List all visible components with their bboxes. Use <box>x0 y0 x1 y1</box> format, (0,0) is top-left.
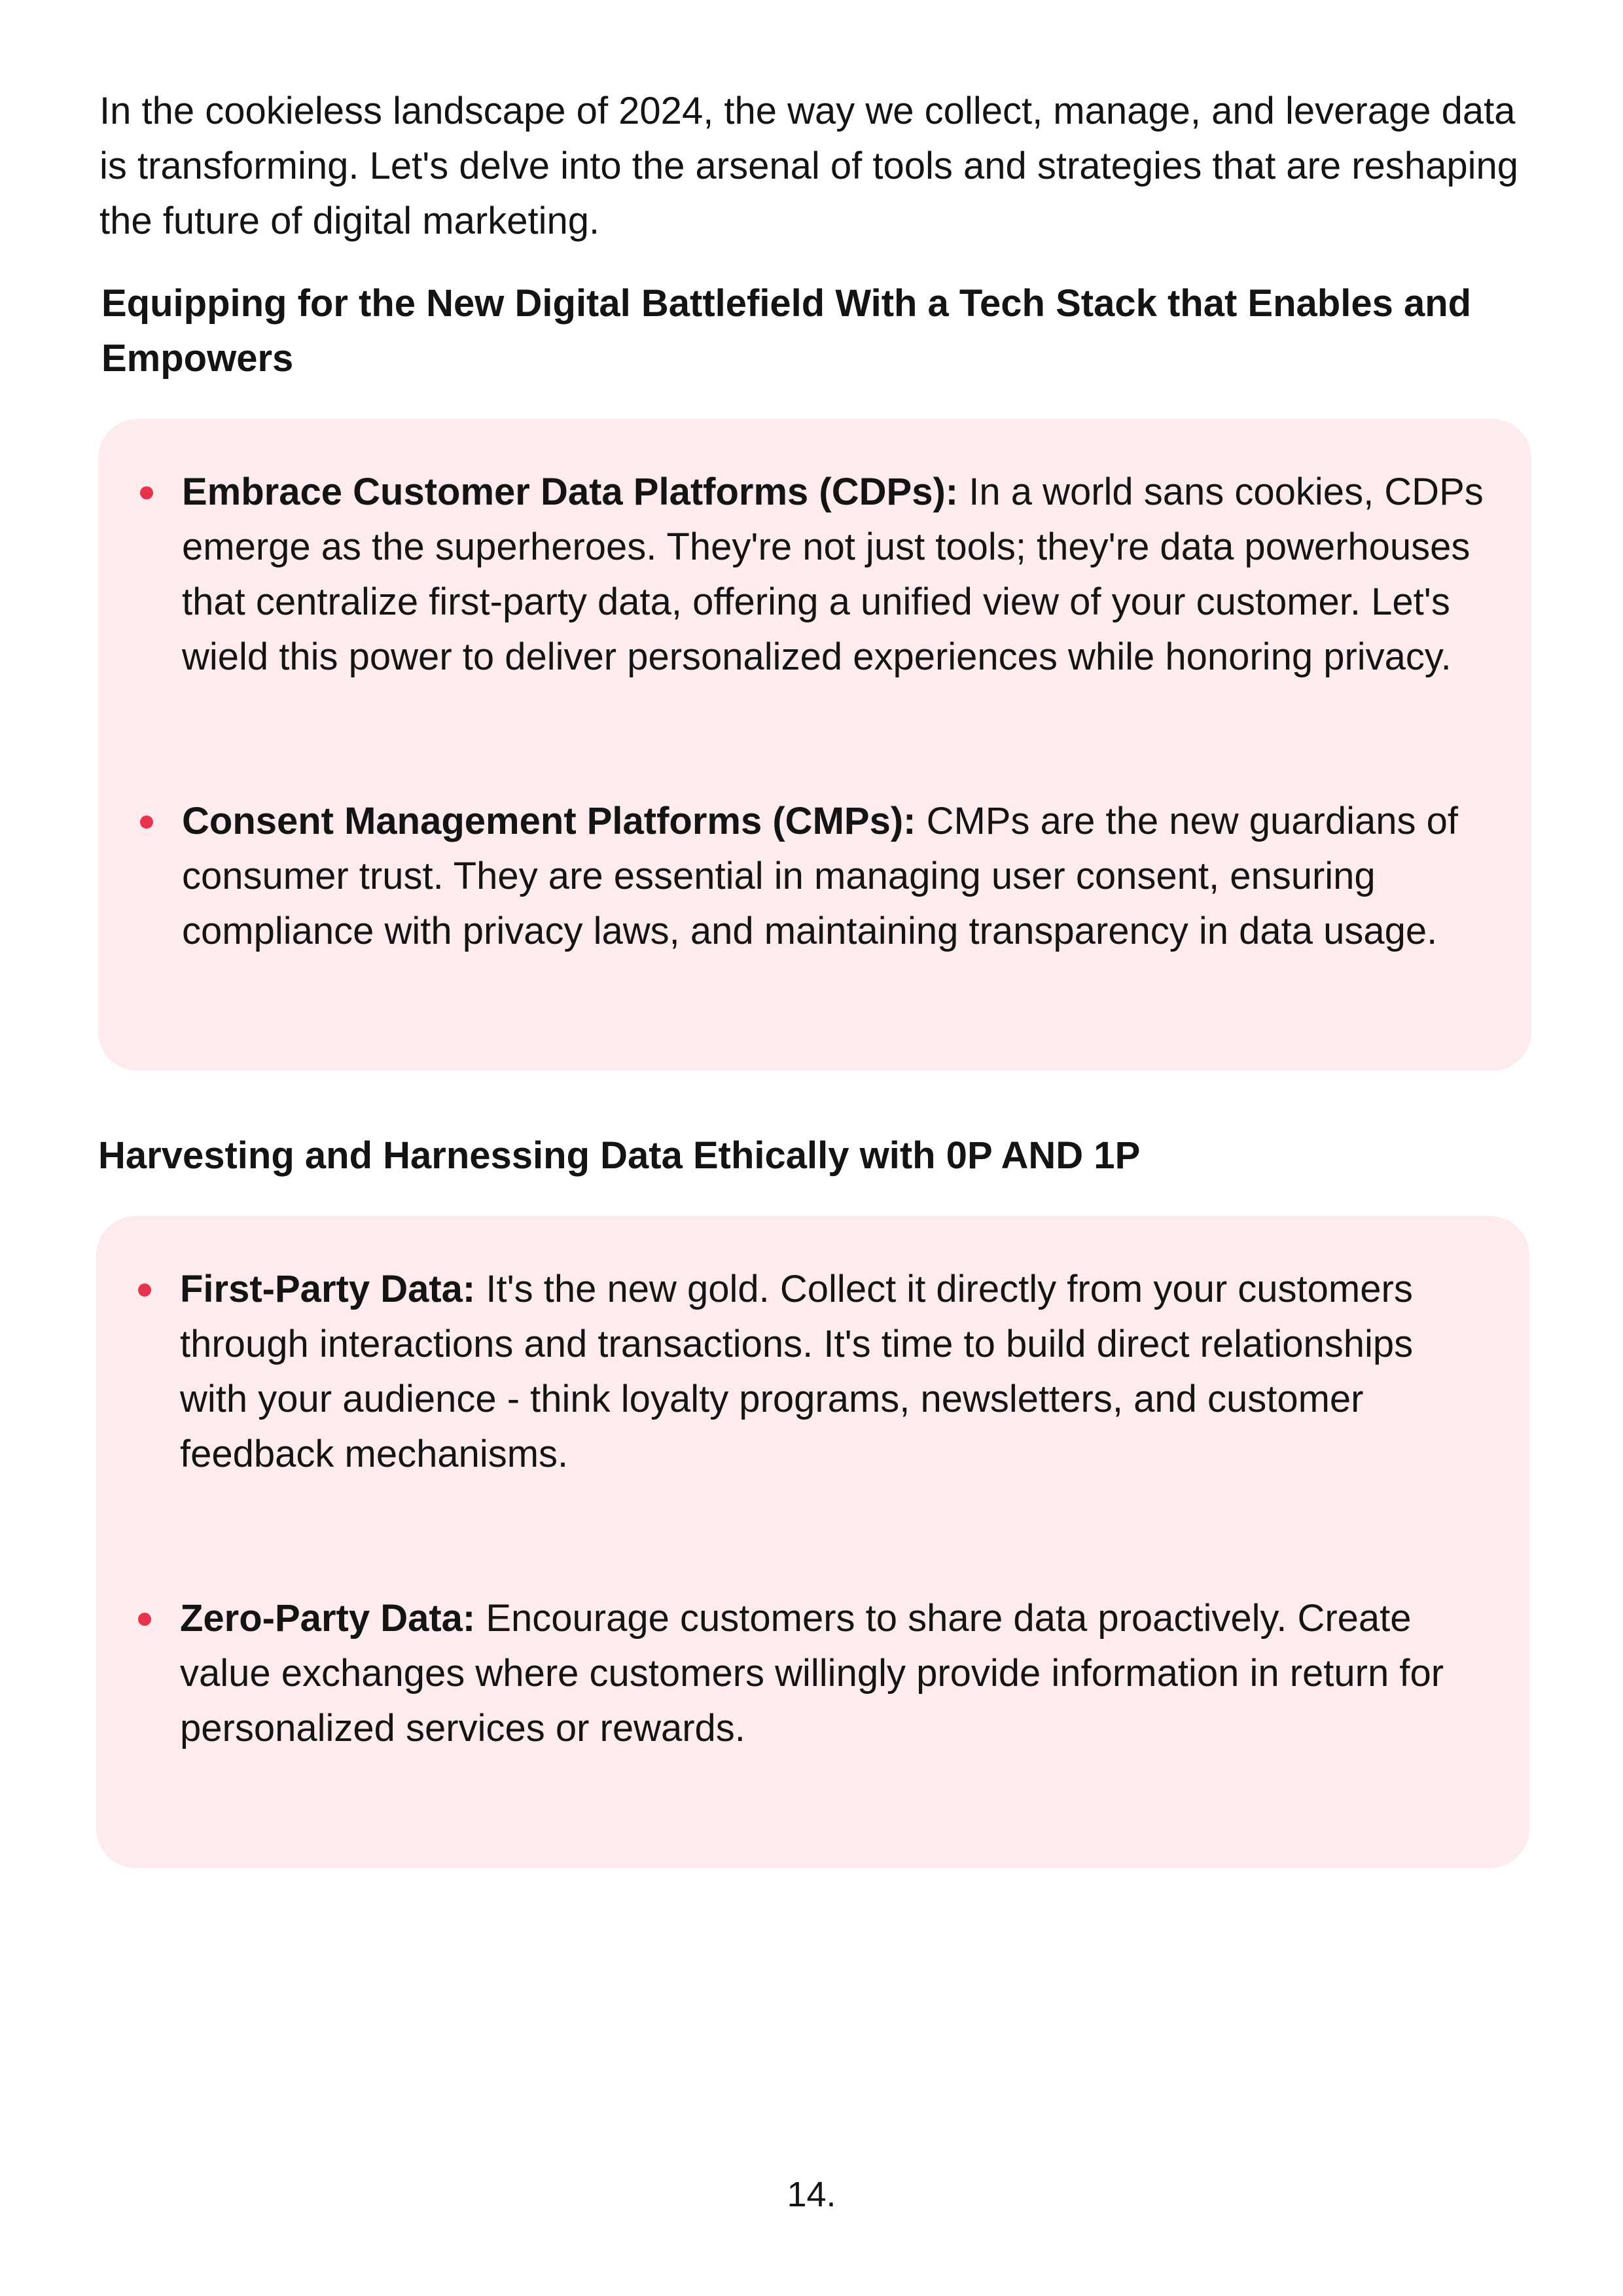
list-item-first-party <box>180 1262 1482 1482</box>
bullet-dot-icon <box>140 816 153 829</box>
list-item-cmp <box>182 794 1484 959</box>
item-term: Zero-Party Data: <box>180 1597 476 1640</box>
bullet-dot-icon <box>138 1283 151 1297</box>
item-text: Encourage customers to share data proactively. Create value exchanges where customers willingly provide information in return for personalized services or rewards. <box>180 1597 1444 1749</box>
bullet-dot-icon <box>140 486 153 499</box>
item-term: Embrace Customer Data Platforms (CDPs): <box>182 471 959 513</box>
bullet-dot-icon <box>138 1613 151 1626</box>
section-heading-data-ethics: Harvesting and Harnessing Data Ethically with 0P AND 1P <box>98 1134 1141 1177</box>
item-text: CMPs are the new guardians of consumer trust. They are essential in managing user consent, ensuring compliance with privacy laws, and maintaining transparency in data usage. <box>182 800 1459 952</box>
tech-stack-card <box>98 419 1531 1071</box>
intro-paragraph: In the cookieless landscape of 2024, the way we collect, manage, and leverage data is transforming. Let's delve into the arsenal of tools and strategies that are reshaping the future of digital marketing. <box>99 90 1518 242</box>
item-term: Consent Management Platforms (CMPs): <box>182 800 916 842</box>
data-ethics-card <box>96 1216 1529 1868</box>
item-text: In a world sans cookies, CDPs emerge as the superheroes. They're not just tools; they're data powerhouses that centralize first-party data, offering a unified view of your customer. Let's wield this power to deliver personalized experiences while honoring privacy. <box>182 471 1484 678</box>
list-item-zero-party <box>180 1591 1482 1756</box>
page-number: 14. <box>787 2175 836 2214</box>
list-item-cdp <box>182 465 1484 685</box>
section-heading-tech-stack: Equipping for the New Digital Battlefield With a Tech Stack that Enables and Empowers <box>101 282 1472 380</box>
item-text: It's the new gold. Collect it directly from your customers through interactions and transactions. It's time to build direct relationships with your audience - think loyalty programs, newsletters, and customer feedback mechanisms. <box>180 1268 1414 1475</box>
item-term: First-Party Data: <box>180 1268 476 1310</box>
